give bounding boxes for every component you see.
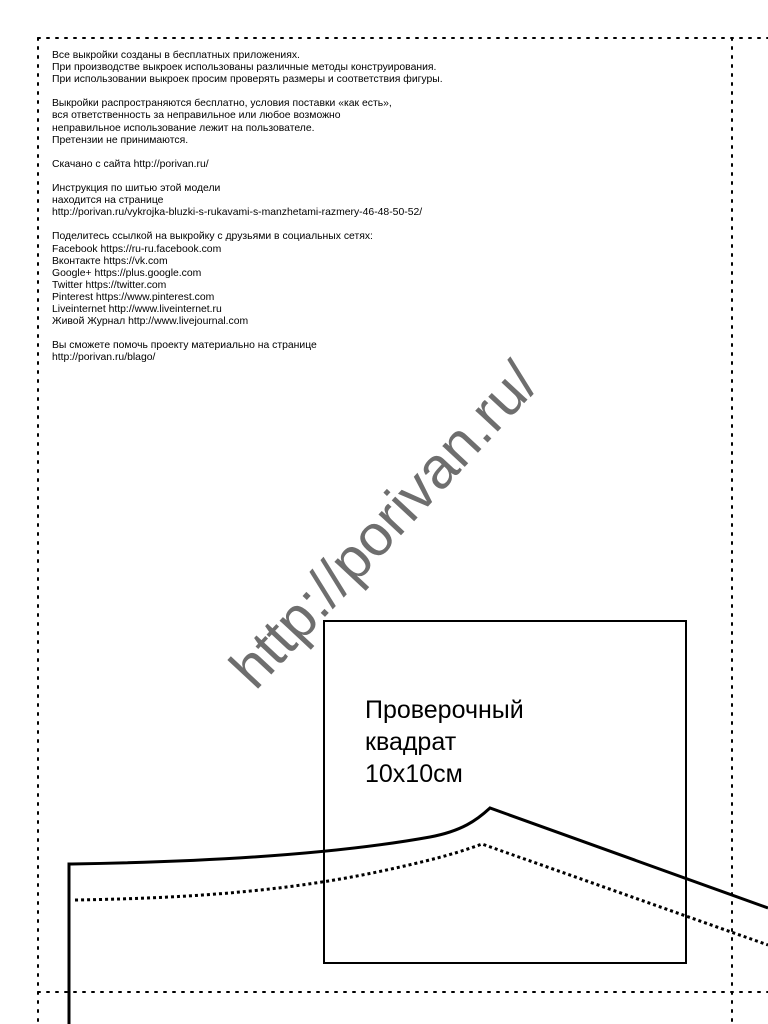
donate-link[interactable]: http://porivan.ru/blago/ [52, 352, 156, 364]
share-link-facebook[interactable]: Facebook https://ru-ru.facebook.com [52, 243, 222, 255]
notice-line: При использовании выкроек просим проверять размеры и соответствия фигуры. [52, 74, 443, 86]
watermark: http://porivan.ru/ [217, 349, 551, 701]
notice-line: Скачано с сайта http://porivan.ru/ [52, 158, 209, 170]
notice-line: Вы сможете помочь проекту материально на странице [52, 340, 317, 352]
share-link-liveinternet[interactable]: Liveinternet http://www.liveinternet.ru [52, 303, 222, 315]
notice-line: Выкройки распространяются бесплатно, условия поставки «как есть», [52, 98, 392, 110]
notice-line: Поделитесь ссылкой на выкройку с друзьями в социальных сетях: [52, 231, 373, 243]
share-link-livejournal[interactable]: Живой Журнал http://www.livejournal.com [52, 316, 249, 328]
notice-line: неправильное использование лежит на пользователе. [52, 122, 315, 134]
notice-line: находится на странице [52, 195, 164, 207]
share-link-vkontakte[interactable]: Вконтакте https://vk.com [52, 255, 168, 267]
share-link-twitter[interactable]: Twitter https://twitter.com [52, 279, 167, 291]
notice-line: Претензии не принимаются. [52, 134, 189, 146]
check-square-label-line: 10х10см [365, 760, 463, 788]
notice-line: Все выкройки созданы в бесплатных приложениях. [52, 50, 300, 61]
share-link-pinterest[interactable]: Pinterest https://www.pinterest.com [52, 291, 215, 303]
notice-line: Инструкция по шитью этой модели [52, 183, 221, 195]
check-square-label-line: Проверочный [365, 696, 524, 724]
instructions-link[interactable]: http://porivan.ru/vykrojka-bluzki-s-rukavami-s-manzhetami-razmery-46-48-50-52/ [52, 207, 423, 219]
notice-line: При производстве выкроек использованы различные методы конструирования. [52, 62, 437, 74]
check-square-label-line: квадрат [365, 728, 457, 756]
notice-line: вся ответственность за неправильное или любое возможно [52, 110, 341, 122]
pattern-seam-line [75, 844, 768, 945]
share-link-google-plus[interactable]: Google+ https://plus.google.com [52, 267, 202, 279]
pattern-cut-line [69, 808, 768, 1024]
